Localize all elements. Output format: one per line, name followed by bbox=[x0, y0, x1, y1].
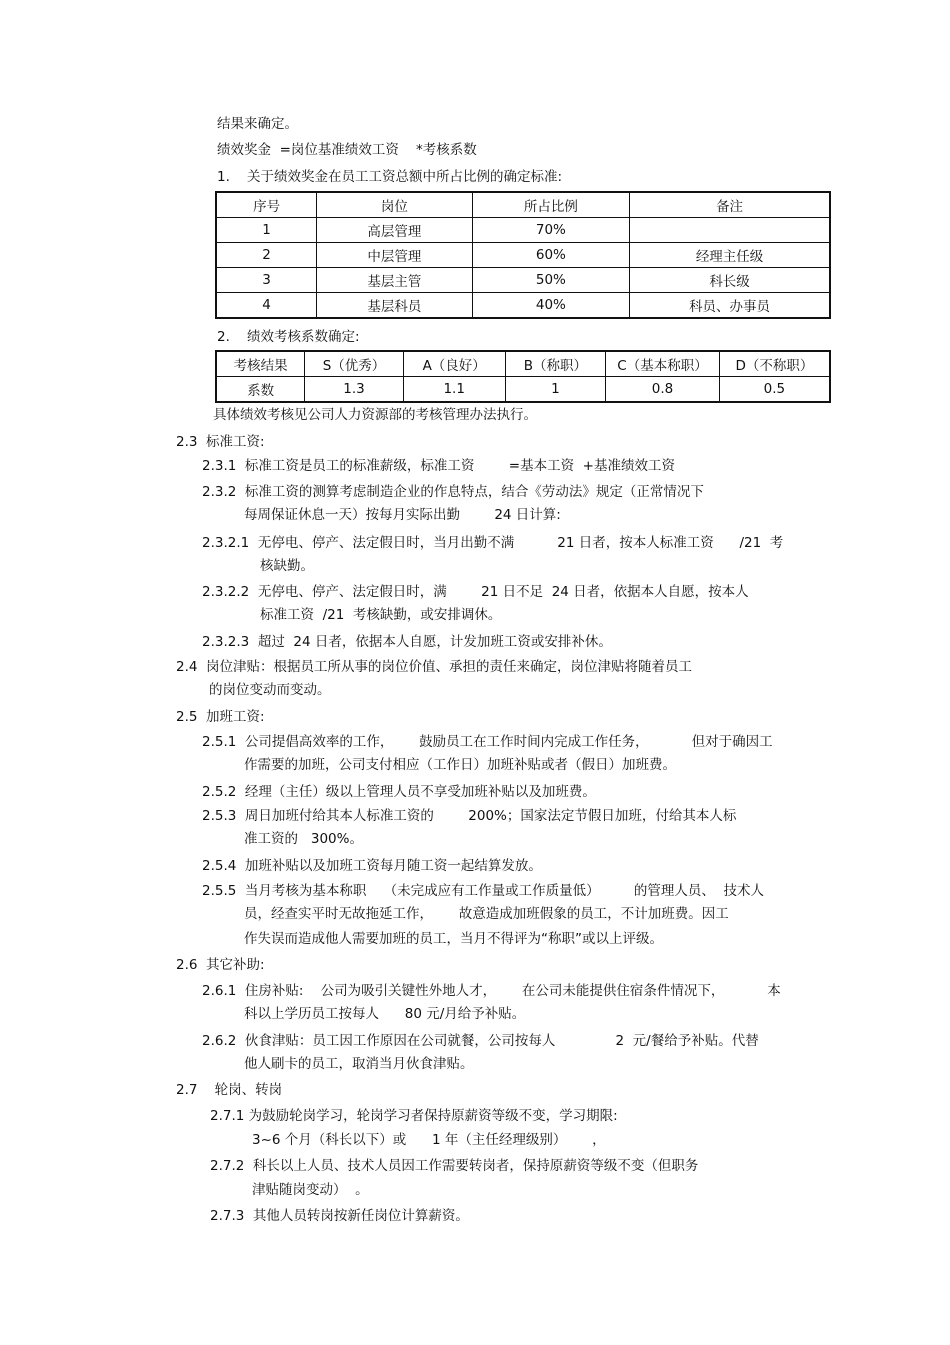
paragraph-line: 2.3.2.1 无停电、停产、法定假日时，当月出勤不满 21 日者，按本人标准工资 /21 考 bbox=[202, 535, 784, 551]
paragraph-line: 2.6.2 伙食津贴：员工因工作原因在公司就餐，公司按每人 2 元/餐给予补贴。代替 bbox=[202, 1033, 759, 1049]
table-cell: 中层管理 bbox=[317, 243, 472, 268]
table-header-cell: A（良好） bbox=[403, 351, 505, 377]
paragraph-line: 2.5.2 经理（主任）级以上管理人员不享受加班补贴以及加班费。 bbox=[202, 784, 596, 800]
table-cell bbox=[630, 218, 830, 243]
table-header-cell: 备注 bbox=[630, 192, 830, 218]
item-2-heading: 2. 绩效考核系数确定: bbox=[217, 329, 360, 345]
paragraph-line: 他人刷卡的员工，取消当月伙食津贴。 bbox=[244, 1056, 474, 1072]
table-cell: 3 bbox=[216, 268, 317, 293]
intro-line: 结果来确定。 bbox=[217, 116, 298, 132]
paragraph-line: 2.5.4 加班补贴以及加班工资每月随工资一起结算发放。 bbox=[202, 858, 542, 874]
table-cell: 基层主管 bbox=[317, 268, 472, 293]
table-header-cell: 所占比例 bbox=[472, 192, 630, 218]
item-1-heading: 1. 关于绩效奖金在员工工资总额中所占比例的确定标准: bbox=[217, 169, 563, 185]
section-heading: 2.7 轮岗、转岗 bbox=[176, 1082, 283, 1098]
paragraph-line: 作需要的加班，公司支付相应（工作日）加班补贴或者（假日）加班费。 bbox=[244, 757, 676, 773]
table-header-cell: D（不称职） bbox=[719, 351, 830, 377]
bonus-ratio-table bbox=[215, 191, 831, 319]
table-cell: 系数 bbox=[216, 377, 305, 403]
table-cell: 0.5 bbox=[719, 377, 830, 403]
table-header-cell: 序号 bbox=[216, 192, 317, 218]
section-heading: 2.3 标准工资: bbox=[176, 434, 265, 450]
table-row bbox=[216, 293, 830, 319]
paragraph-line: 2.3.2 标准工资的测算考虑制造企业的作息特点，结合《劳动法》规定（正常情况下 bbox=[202, 484, 704, 500]
paragraph-line: 准工资的 300%。 bbox=[244, 831, 363, 847]
paragraph-line: 2.5.1 公司提倡高效率的工作， 鼓励员工在工作时间内完成工作任务， 但对于确因工 bbox=[202, 734, 773, 750]
paragraph-line: 2.7.1 为鼓励轮岗学习，轮岗学习者保持原薪资等级不变，学习期限: bbox=[210, 1108, 618, 1124]
paragraph-line: 2.3.2.2 无停电、停产、法定假日时，满 21 日不足 24 日者，依据本人自愿，按本人 bbox=[202, 584, 749, 600]
paragraph-line: 2.3.2.3 超过 24 日者，依据本人自愿，计发加班工资或安排补休。 bbox=[202, 634, 612, 650]
table-header-row bbox=[216, 351, 830, 377]
table-cell: 70% bbox=[472, 218, 630, 243]
table-header-cell: S（优秀） bbox=[305, 351, 404, 377]
paragraph-line: 标准工资 /21 考核缺勤，或安排调休。 bbox=[260, 607, 502, 623]
table-cell: 60% bbox=[472, 243, 630, 268]
paragraph-line: 2.5.5 当月考核为基本称职 （未完成应有工作量或工作质量低） 的管理人员、 技术人 bbox=[202, 883, 765, 899]
table-cell: 1 bbox=[505, 377, 606, 403]
table-row bbox=[216, 268, 830, 293]
table-cell: 2 bbox=[216, 243, 317, 268]
table-header-row bbox=[216, 192, 830, 218]
table-row bbox=[216, 377, 830, 403]
paragraph-line: 2.5.3 周日加班付给其本人标准工资的 200%；国家法定节假日加班，付给其本人标 bbox=[202, 808, 737, 824]
table-cell: 经理主任级 bbox=[630, 243, 830, 268]
assessment-note: 具体绩效考核见公司人力资源部的考核管理办法执行。 bbox=[213, 407, 537, 423]
table-cell: 0.8 bbox=[606, 377, 720, 403]
paragraph-line: 2.7.3 其他人员转岗按新任岗位计算薪资。 bbox=[210, 1208, 469, 1224]
table-cell: 50% bbox=[472, 268, 630, 293]
table-cell: 1.3 bbox=[305, 377, 404, 403]
table-header-cell: 岗位 bbox=[317, 192, 472, 218]
section-heading: 2.6 其它补助: bbox=[176, 957, 265, 973]
paragraph-line: 2.3.1 标准工资是员工的标准薪级，标准工资 =基本工资 +基准绩效工资 bbox=[202, 458, 675, 474]
paragraph-line: 作失误而造成他人需要加班的员工，当月不得评为“称职”或以上评级。 bbox=[244, 931, 663, 947]
paragraph-line: 的岗位变动而变动。 bbox=[209, 682, 331, 698]
table-cell: 高层管理 bbox=[317, 218, 472, 243]
section-heading: 2.4 岗位津贴：根据员工所从事的岗位价值、承担的责任来确定，岗位津贴将随着员工 bbox=[176, 659, 693, 675]
coefficient-table bbox=[215, 350, 831, 403]
paragraph-line: 员，经查实平时无故拖延工作， 故意造成加班假象的员工，不计加班费。因工 bbox=[244, 906, 729, 922]
paragraph-line: 津贴随岗变动） 。 bbox=[252, 1182, 369, 1198]
table-cell: 1 bbox=[216, 218, 317, 243]
paragraph-line: 2.6.1 住房补贴: 公司为吸引关键性外地人才， 在公司未能提供住宿条件情况下， 本 bbox=[202, 983, 781, 999]
bonus-formula: 绩效奖金 =岗位基准绩效工资 *考核系数 bbox=[217, 142, 477, 158]
paragraph-line: 3~6 个月（科长以下）或 1 年（主任经理级别） ， bbox=[252, 1132, 606, 1148]
paragraph-line: 科以上学历员工按每人 80 元/月给予补贴。 bbox=[244, 1006, 526, 1022]
table-row bbox=[216, 218, 830, 243]
table-header-cell: C（基本称职） bbox=[606, 351, 720, 377]
table-cell: 科长级 bbox=[630, 268, 830, 293]
table-cell: 科员、办事员 bbox=[630, 293, 830, 319]
table-header-cell: B（称职） bbox=[505, 351, 606, 377]
paragraph-line: 2.7.2 科长以上人员、技术人员因工作需要转岗者，保持原薪资等级不变（但职务 bbox=[210, 1158, 699, 1174]
paragraph-line: 核缺勤。 bbox=[260, 558, 314, 574]
paragraph-line: 每周保证休息一天）按每月实际出勤 24 日计算: bbox=[244, 507, 561, 523]
section-heading: 2.5 加班工资: bbox=[176, 709, 265, 725]
table-cell: 1.1 bbox=[403, 377, 505, 403]
table-cell: 基层科员 bbox=[317, 293, 472, 319]
table-header-cell: 考核结果 bbox=[216, 351, 305, 377]
table-row bbox=[216, 243, 830, 268]
table-cell: 40% bbox=[472, 293, 630, 319]
table-cell: 4 bbox=[216, 293, 317, 319]
